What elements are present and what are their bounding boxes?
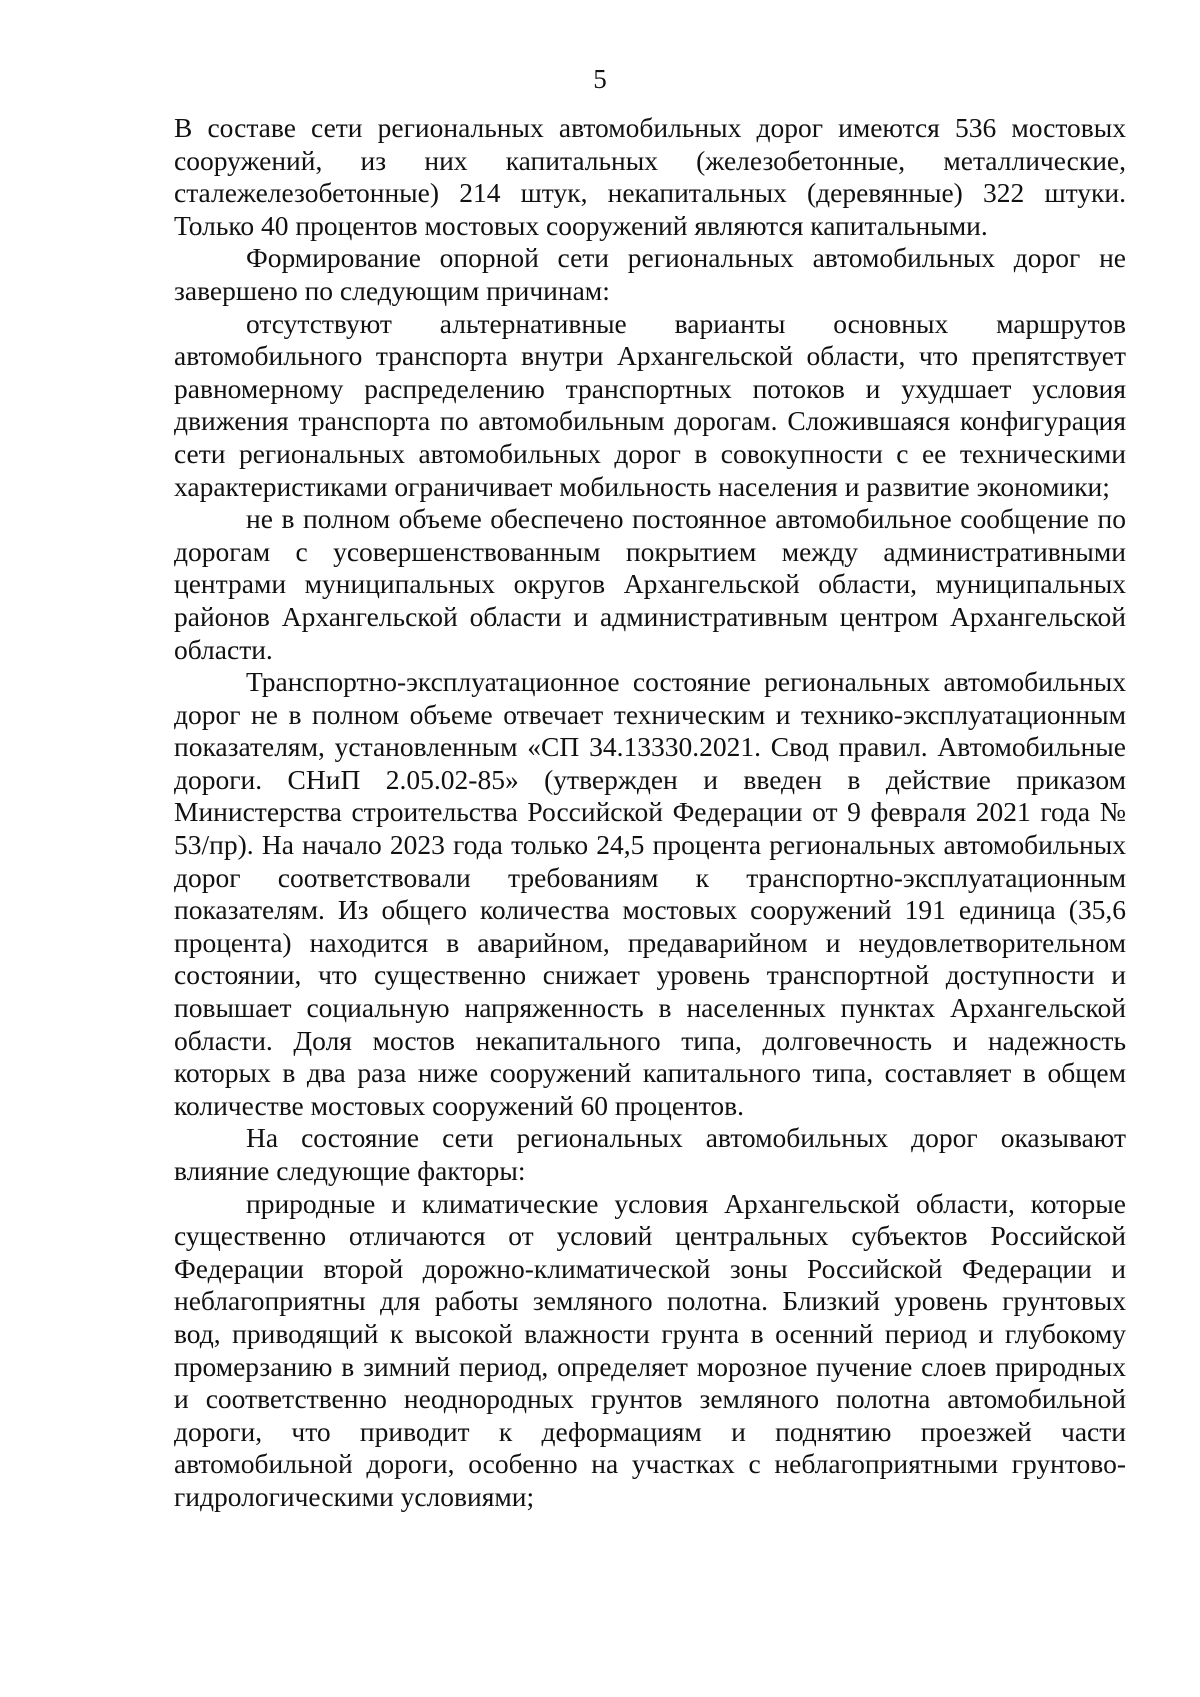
paragraph-climate-conditions: природные и климатические условия Архангельской области, которые существенно отличаются от условий центральных субъектов Российской Федерации второй дорожно-климатической зоны Российской Федерации и неблагоприятны для работы земляного полотна. Близкий уровень грунтовых вод, приводящий к высокой влажности грунта в осенний период и глубокому промерзанию в зимний период, определяет морозное пучение слоев природных и соответственно неоднородных грунтов земляного полотна автомобильной дороги, что приводит к деформациям и поднятию проезжей части автомобильной дороги, особенно на участках с неблагоприятными грунтово-гидрологическими условиями;	[174, 1187, 1126, 1512]
paragraph-no-alternative-routes: отсутствуют альтернативные варианты основных маршрутов автомобильного транспорта внутри Архангельской области, что препятствует равномерному распределению транспортных потоков и ухудшает условия движения транспорта по автомобильным дорогам. Сложившаяся конфигурация сети региональных автомобильных дорог в совокупности с ее техническими характеристиками ограничивает мобильность населения и развитие экономики;	[174, 307, 1126, 502]
paragraph-bridges-count: В составе сети региональных автомобильных дорог имеются 536 мостовых сооружений, из них капитальных (железобетонные, металлические, сталежелезобетонные) 214 штук, некапитальных (деревянные) 322 штуки. Только 40 процентов мостовых сооружений являются капитальными.	[174, 112, 1126, 241]
document-body	[174, 112, 1126, 1514]
paragraph-no-permanent-connection: не в полном объеме обеспечено постоянное автомобильное сообщение по дорогам с усовершенствованным покрытием между административными центрами муниципальных округов Архангельской области, муниципальных районов Архангельской области и административным центром Архангельской области.	[174, 503, 1126, 665]
paragraph-network-not-complete: Формирование опорной сети региональных автомобильных дорог не завершено по следующим причинам:	[174, 242, 1126, 306]
paragraph-influencing-factors: На состояние сети региональных автомобильных дорог оказывают влияние следующие факторы:	[174, 1122, 1126, 1186]
page-number: 5	[593, 64, 607, 94]
paragraph-transport-condition: Транспортно-эксплуатационное состояние региональных автомобильных дорог не в полном объеме отвечает техническим и технико-эксплуатационным показателям, установленным «СП 34.13330.2021. Свод правил. Автомобильные дороги. СНиП 2.05.02-85» (утвержден и введен в действие приказом Министерства строительства Российской Федерации от 9 февраля 2021 года № 53/пр). На начало 2023 года только 24,5 процента региональных автомобильных дорог соответствовали требованиям к транспортно-эксплуатационным показателям. Из общего количества мостовых сооружений 191 единица (35,6 процента) находится в аварийном, предаварийном и неудовлетворительном состоянии, что существенно снижает уровень транспортной доступности и повышает социальную напряженность в населенных пунктах Архангельской области. Доля мостов некапитального типа, долговечность и надежность которых в два раза ниже сооружений капитального типа, составляет в общем количестве мостовых сооружений 60 процентов.	[174, 666, 1126, 1121]
